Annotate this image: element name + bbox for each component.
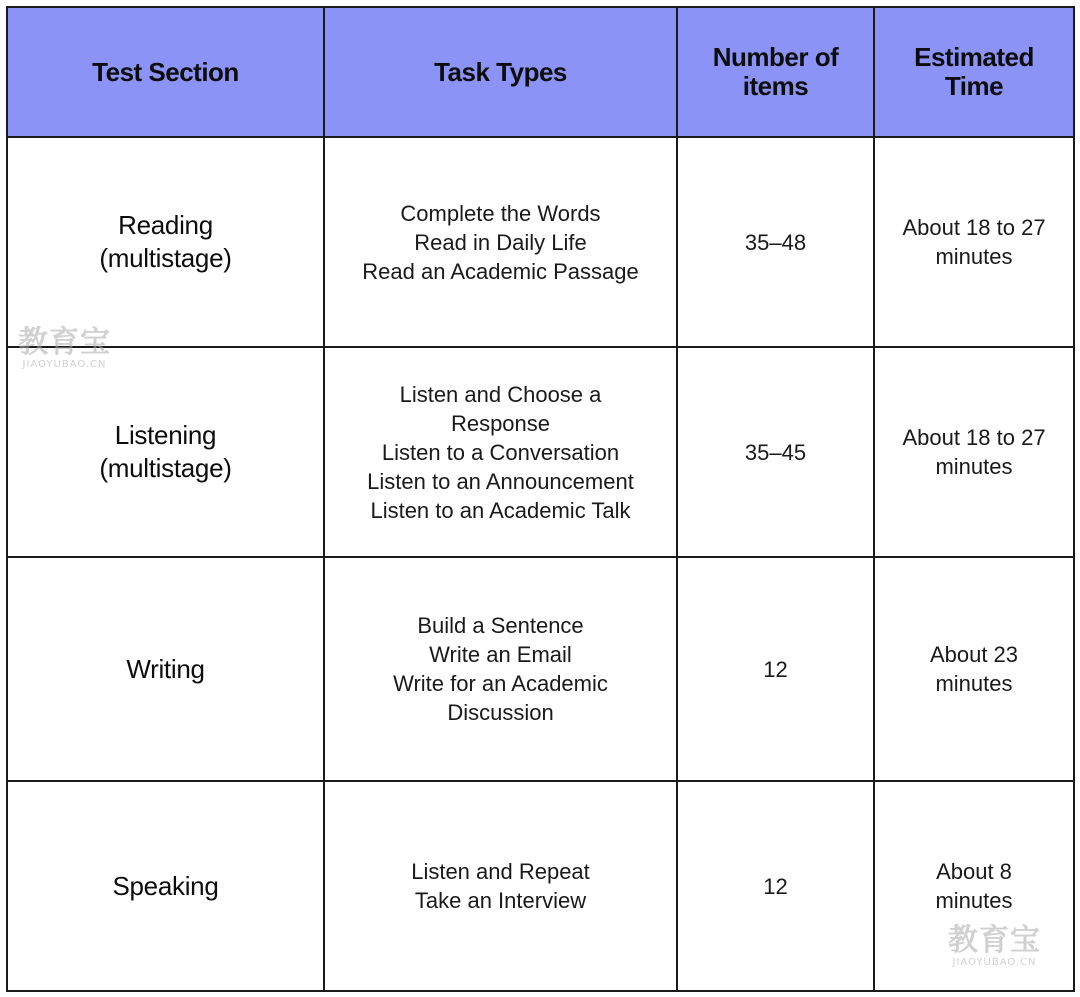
header-line: Task Types bbox=[434, 56, 567, 87]
task-type-line: Write for an Academic bbox=[393, 671, 608, 696]
section-name-line: Listening bbox=[114, 420, 217, 450]
task-types-cell bbox=[324, 347, 677, 557]
time-line: About 18 to 27 bbox=[902, 425, 1046, 450]
table-row-listening bbox=[7, 347, 1074, 557]
estimated-time-cell bbox=[874, 557, 1074, 781]
task-type-line: Write an Email bbox=[429, 642, 572, 667]
table-row-speaking bbox=[7, 781, 1074, 991]
section-name-cell bbox=[7, 137, 324, 347]
section-name-line: (multistage) bbox=[99, 453, 232, 483]
header-test-section bbox=[7, 7, 324, 137]
section-name-line: (multistage) bbox=[99, 243, 232, 273]
task-type-line: Listen to an Announcement bbox=[367, 468, 634, 494]
time-line: About 23 bbox=[929, 642, 1019, 667]
item-count-cell: 12 bbox=[677, 781, 874, 991]
header-line: Estimated bbox=[914, 42, 1034, 72]
item-count-cell: 12 bbox=[677, 557, 874, 781]
task-type-line: Listen and Choose a bbox=[399, 381, 602, 407]
estimated-time-cell bbox=[874, 137, 1074, 347]
task-type-line: Listen to a Conversation bbox=[381, 439, 620, 465]
task-type-line: Complete the Words bbox=[400, 200, 601, 226]
header-line: Test Section bbox=[92, 56, 239, 87]
task-type-line: Take an Interview bbox=[414, 888, 587, 913]
header-line: Number of bbox=[712, 42, 839, 72]
table-row-reading bbox=[7, 137, 1074, 347]
section-name-cell bbox=[7, 347, 324, 557]
task-type-line: Listen and Repeat bbox=[411, 859, 590, 884]
task-types-cell bbox=[324, 137, 677, 347]
section-name-line: Reading bbox=[118, 210, 213, 240]
item-count-cell: 35–45 bbox=[677, 347, 874, 557]
time-line: minutes bbox=[935, 888, 1013, 913]
header-line: items bbox=[742, 71, 809, 101]
header-estimated-time bbox=[874, 7, 1074, 137]
time-line: About 8 bbox=[936, 859, 1012, 884]
task-type-line: Read an Academic Passage bbox=[362, 258, 639, 284]
table-row-writing bbox=[7, 557, 1074, 781]
time-line: minutes bbox=[935, 244, 1013, 269]
task-type-line: Discussion bbox=[447, 700, 554, 725]
section-name-line: Writing bbox=[126, 653, 205, 684]
watermark-chinese-text: 教育宝 bbox=[948, 923, 1041, 958]
watermark-domain-text: JIAOYUBAO.CN bbox=[22, 359, 107, 370]
watermark-domain-text: JIAOYUBAO.CN bbox=[952, 957, 1037, 968]
header-task-types bbox=[324, 7, 677, 137]
section-name-cell bbox=[7, 781, 324, 991]
watermark-chinese-text: 教育宝 bbox=[18, 325, 111, 360]
estimated-time-cell bbox=[874, 781, 1074, 991]
task-types-cell bbox=[324, 557, 677, 781]
section-name-cell bbox=[7, 557, 324, 781]
header-number-of-items bbox=[677, 7, 874, 137]
section-name-line: Speaking bbox=[112, 870, 219, 901]
task-type-line: Response bbox=[450, 410, 551, 436]
task-type-line: Read in Daily Life bbox=[414, 229, 587, 255]
test-structure-table bbox=[6, 6, 1075, 992]
task-types-cell bbox=[324, 781, 677, 991]
estimated-time-cell bbox=[874, 347, 1074, 557]
time-line: minutes bbox=[935, 454, 1013, 479]
time-line: minutes bbox=[935, 671, 1013, 696]
header-row bbox=[7, 7, 1074, 137]
time-line: About 18 to 27 bbox=[902, 215, 1046, 240]
task-type-line: Listen to an Academic Talk bbox=[370, 497, 631, 523]
header-line: Time bbox=[944, 71, 1004, 101]
task-type-line: Build a Sentence bbox=[417, 613, 584, 638]
item-count-cell: 35–48 bbox=[677, 137, 874, 347]
